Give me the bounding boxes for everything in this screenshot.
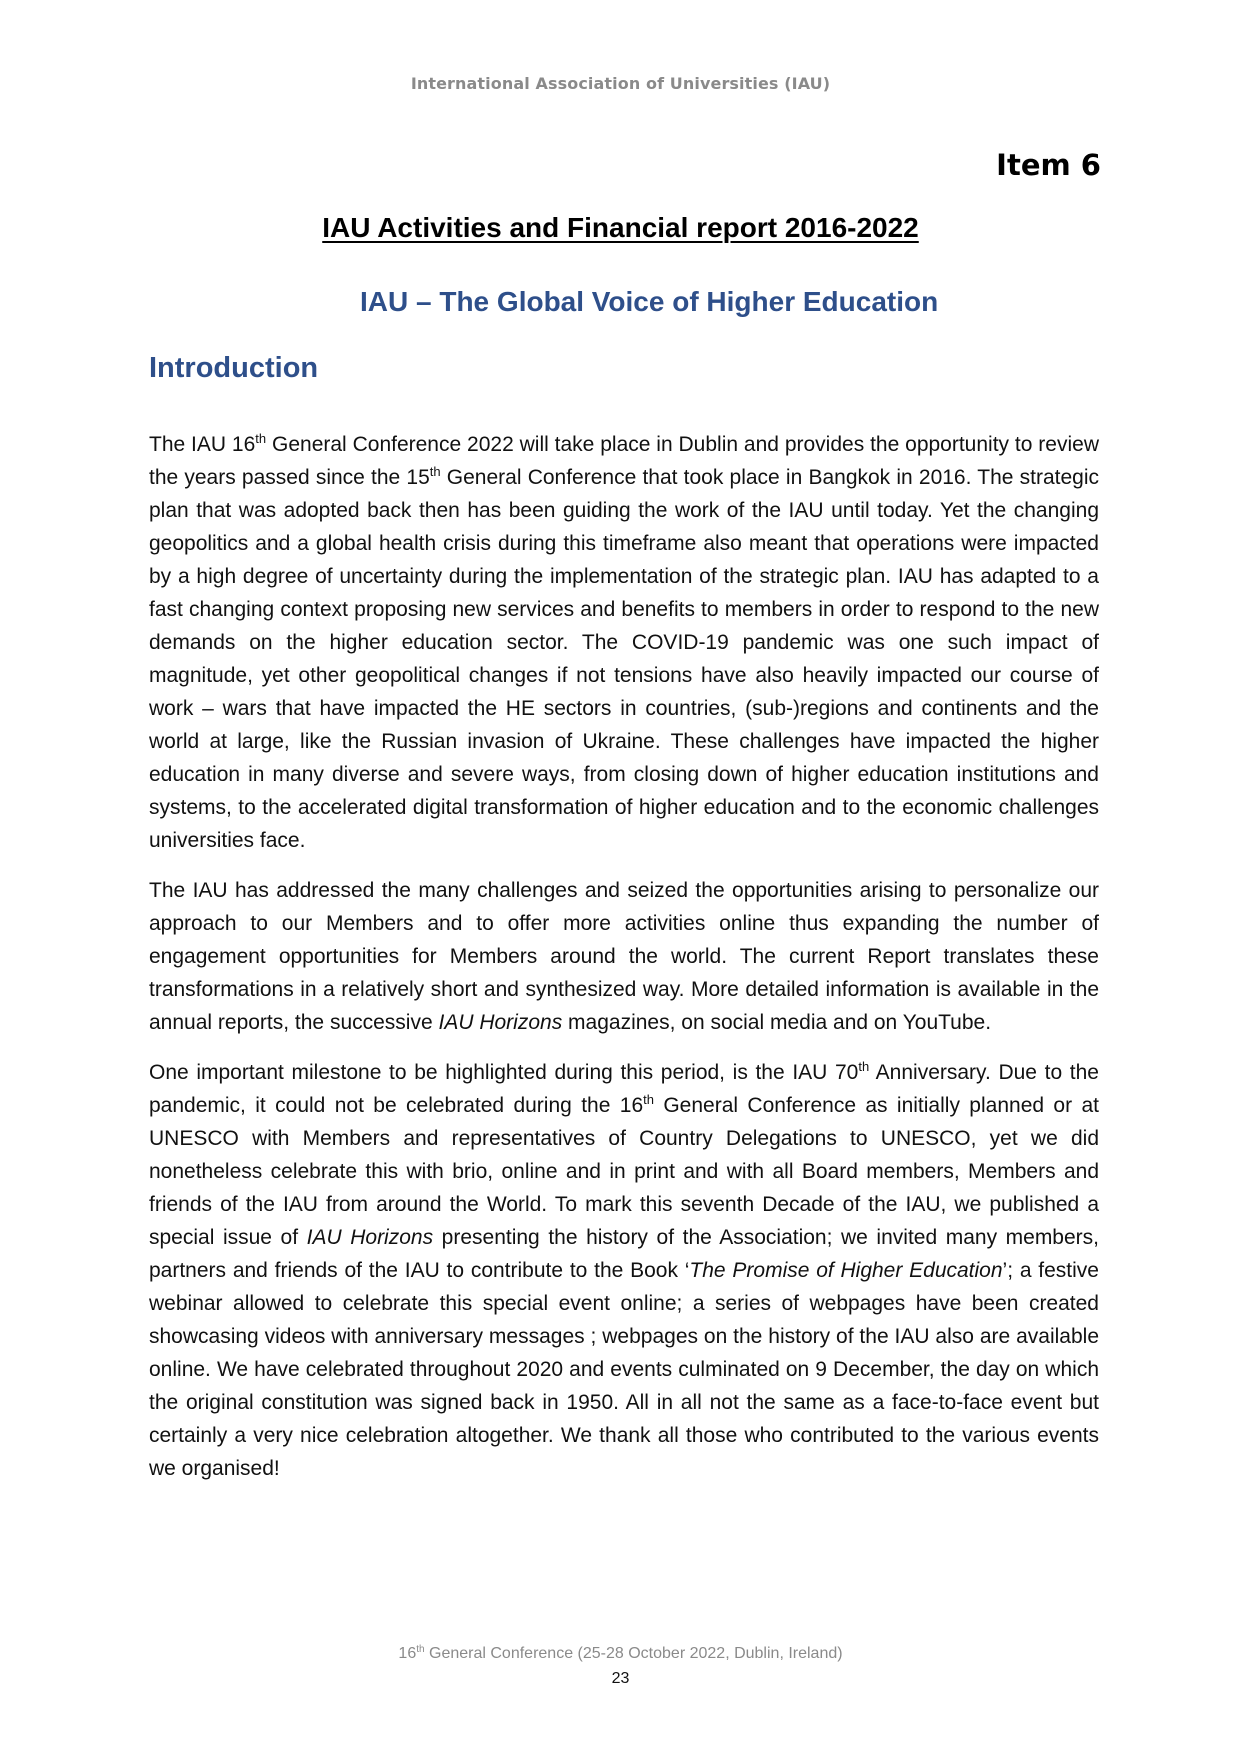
paragraph-2 xyxy=(149,874,1099,1039)
paragraph-3-text: General Conference as initially planned or at UNESCO with Members and representatives of Country Delegations to UNESCO, yet we did nonetheless celebrate this with brio, online and in print and with all Board members, Members and friends of the IAU from around the World. To mark this seventh Decade of the IAU, we published a special issue of xyxy=(149,1094,1099,1249)
paragraph-3 xyxy=(149,1056,1099,1485)
paragraph-1-text: The IAU 16 xyxy=(149,433,256,456)
paragraph-2-text: The IAU has addressed the many challenges and seized the opportunities arising to personalize our approach to our Members and to offer more activities online thus expanding the number of engagement opportunities for Members around the world. The current Report translates these transformations in a relatively short and synthesized way. More detailed information is available in the annual reports, the successive xyxy=(149,879,1099,1034)
page-number: 23 xyxy=(611,1670,630,1687)
paragraph-3-text: Anniversary. Due to the pandemic, it could not be celebrated during the 16 xyxy=(149,1061,1099,1117)
footer-text: General Conference (25-28 October 2022, Dublin, Ireland) xyxy=(424,1645,843,1662)
paragraph-2-text: magazines, on social media and on YouTube. xyxy=(562,1011,992,1034)
document-title xyxy=(0,212,1241,244)
item-label: Item 6 xyxy=(996,148,1101,182)
paragraph-3-text: One important milestone to be highlighted during this period, is the IAU 70 xyxy=(149,1061,859,1084)
paragraph-3-text: ’; a festive webinar allowed to celebrate this special event online; a series of webpages have been created showcasing videos with anniversary messages ; webpages on the history of the IAU also are available online. We have celebrated throughout 2020 and events culminated on 9 December, the day on which the original constitution was signed back in 1950. All in all not the same as a face-to-face event but certainly a very nice celebration altogether. We thank all those who contributed to the various events we organised! xyxy=(149,1259,1099,1480)
running-footer xyxy=(0,1645,1241,1663)
document-subtitle: IAU – The Global Voice of Higher Education xyxy=(360,286,939,317)
body-text xyxy=(149,428,1099,1502)
footer-text: 16 xyxy=(398,1645,417,1662)
paragraph-1-text: General Conference that took place in Bangkok in 2016. The strategic plan that was adopted back then has been guiding the work of the IAU until today. Yet the changing geopolitics and a global health crisis during this timeframe also meant that operations were impacted by a high degree of uncertainty during the implementation of the strategic plan. IAU has adapted to a fast changing context proposing new services and benefits to members in order to respond to the new demands on the higher education sector. The COVID-19 pandemic was one such impact of magnitude, yet other geopolitical changes if not tensions have also heavily impacted our course of work – wars that have impacted the HE sectors in countries, (sub-)regions and continents and the world at large, like the Russian invasion of Ukraine. These challenges have impacted the higher education in many diverse and severe ways, from closing down of higher education institutions and systems, to the accelerated digital transformation of higher education and to the economic challenges universities face. xyxy=(149,466,1099,852)
superscript: th xyxy=(255,431,267,446)
paragraph-1 xyxy=(149,428,1099,857)
paragraph-1-text: General Conference 2022 will take place in Dublin and provides the opportunity to review the years passed since the 15 xyxy=(149,433,1099,489)
section-heading-introduction: Introduction xyxy=(149,352,319,384)
running-header: International Association of Universities (IAU) xyxy=(410,74,831,93)
superscript: th xyxy=(858,1059,870,1074)
superscript: th xyxy=(643,1092,654,1107)
superscript: th xyxy=(429,464,441,479)
italic-title: IAU Horizons xyxy=(438,1011,563,1034)
italic-title: The Promise of Higher Education xyxy=(689,1259,1003,1282)
paragraph-3-text: presenting the history of the Association; we invited many members, partners and friends of the IAU to contribute to the Book ‘ xyxy=(149,1226,1099,1282)
document-title-text: IAU Activities and Financial report 2016-2022 xyxy=(322,212,919,243)
superscript: th xyxy=(416,1644,425,1655)
italic-title: IAU Horizons xyxy=(306,1226,434,1249)
